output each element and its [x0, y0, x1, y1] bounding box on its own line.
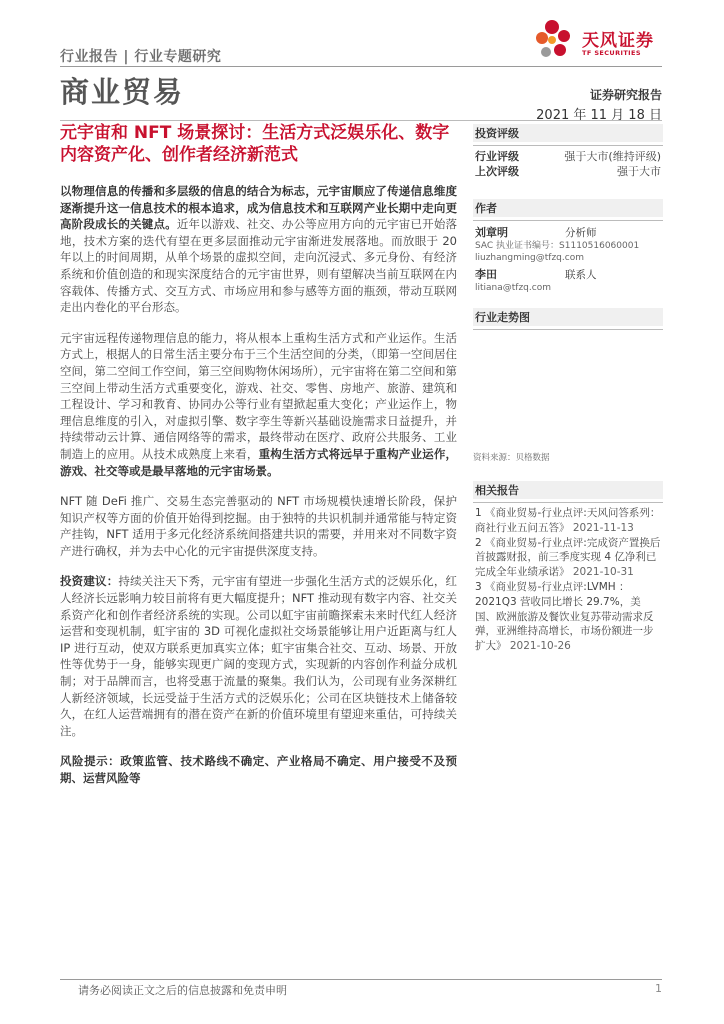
- page-number: 1: [655, 982, 662, 995]
- author-license: SAC 执业证书编号：S1110516060001: [475, 241, 640, 251]
- footer-divider: [60, 979, 662, 980]
- related-heading: 相关报告: [473, 481, 663, 499]
- flower-logo-icon: [530, 18, 578, 64]
- previous-rating: [473, 164, 663, 179]
- industry-name: 商业贸易: [60, 75, 185, 109]
- related-report-date: 2021-11-13: [572, 521, 634, 534]
- divider: [473, 502, 663, 503]
- company-logo: [530, 18, 670, 64]
- author-role: 分析师: [565, 227, 597, 239]
- chart-source: 资料来源：贝格数据: [473, 453, 550, 463]
- lifestyle-paragraph: [60, 330, 457, 479]
- lifestyle-text: 元宇宙远程传递物理信息的能力，将从根本上重构生活方式和产业运作。生活方式上，根据人的日常生活主要分布于三个生活空间的分类，（即第一空间居住空间，第二空间工作空间，第三空间购物休闲场所），元宇宙将在第二空间和第三空间上带动生活方式重要变化，游戏、社交、零售、房地产、旅游、建筑和工程设计、学习和教育、协同办公等行业有望掀起重大变化；产业运作上，物理信息维度的引入，对虚拟引擎、数字孪生等新兴基础设施需求日益提升，并持续带动云计算、通信网络等的需求，最终带动在医疗、政府公共服务、工业制造上的应用。从技术成熟度上来看，: [60, 330, 457, 461]
- logo-english: TF SECURITIES: [582, 49, 641, 57]
- footer-disclaimer: 请务必阅读正文之后的信息披露和免责申明: [78, 984, 287, 997]
- author-email[interactable]: liuzhangming@tfzq.com: [475, 253, 584, 263]
- author-name: 李田: [475, 268, 497, 281]
- lifestyle-conclusion: 重构生活方式将远早于重构产业运作，游戏、社交等或是最早落地的元宇宙场景。: [60, 446, 458, 478]
- author-heading: 作者: [473, 199, 663, 217]
- related-report-title: 3 《商业贸易-行业点评:LVMH ：2021Q3 营收同比增长 29.7%，美国、欧洲旅游及餐饮业复苏带动需求反弹，亚洲维持高增长，市场份额进一步扩大》: [475, 580, 654, 653]
- risk-warning: 风险提示：政策监管、技术路线不确定、产业格局不确定、用户接受不及预期、运营风险等: [60, 754, 457, 785]
- logo-text: 天风证券: [582, 31, 654, 51]
- report-type: 证券研究报告: [589, 88, 662, 102]
- title-divider: [60, 120, 662, 121]
- summary-lead: 以物理信息的传播和多层级的信息的结合为标志，元宇宙顺应了传递信息维度逐渐提升这一信息技术的根本追求，成为信息技术和互联网产业长期中走向更高阶段成长的关键点。: [60, 184, 457, 232]
- author-role: 联系人: [565, 269, 597, 281]
- nft-paragraph: [60, 493, 457, 559]
- rating-heading: 投资评级: [473, 124, 663, 142]
- trend-heading: 行业走势图: [473, 308, 663, 326]
- trend-chart-area: [473, 333, 663, 443]
- related-report-item[interactable]: [475, 536, 661, 580]
- divider: [473, 220, 663, 221]
- related-report-date: 2021-10-26: [509, 640, 571, 653]
- author-name: 刘章明: [475, 226, 508, 239]
- summary-text: 近年以游戏、社交、办公等应用方向的元宇宙已开始落地，技术方案的迭代有望在更多层面推动元宇宙渐进发展落地。而放眼于 20 年以上的时间周期，从单个场景的虚拟空间，走向沉浸式、多元身份、有经济系统和价值创造的和现实深度结合的元宇宙世界，则有望解决当前互联网在内容载体、传播方式、交互方式、市场应用和参与感等方面的瓶颈，带动互联网走出内卷化的平台形态。: [60, 217, 458, 315]
- report-title: 元宇宙和 NFT 场景探讨：生活方式泛娱乐化、数字内容资产化、创作者经济新范式: [60, 123, 450, 165]
- header-divider: [60, 66, 662, 67]
- related-report-title: 2 《商业贸易-行业点评:完成资产置换后首披露财报，前三季度实现 4 亿净利已完成全年业绩承诺》: [475, 536, 661, 579]
- related-report-title: 1 《商业贸易-行业点评:天风问答系列：商社行业五问五答》: [475, 507, 661, 534]
- divider: [473, 145, 663, 146]
- prev-rating-label: 上次评级: [475, 165, 519, 178]
- prev-rating-value: 强于大市: [617, 165, 661, 178]
- related-report-item[interactable]: [475, 506, 661, 536]
- summary-paragraph: [60, 183, 457, 316]
- rating-value: 强于大市(维持评级): [564, 150, 661, 163]
- industry-rating: [473, 149, 663, 164]
- related-report-item[interactable]: [475, 580, 661, 654]
- investment-lead: 投资建议：: [60, 574, 119, 589]
- sidebar: [473, 124, 663, 654]
- rating-label: 行业评级: [475, 150, 519, 163]
- investment-text: 持续关注天下秀，元宇宙有望进一步强化生活方式的泛娱乐化，红人经济长远影响力较目前将有更大幅度提升；NFT 推动现有数字内容、社交关系资产化和创作者经济系统的实现。公司以虹宇宙前瞻探索未来时代红人经济运营和变现机制，虹宇宙的 3D 可视化虚拟社交场景能够让用户近距离与红人 IP 进行互动，使双方联系更加真实立体；虹宇宙集合社交、互动、场景、开放性等优势于一身，能够实现更广阔的变现方式，实现新的内容创作利益分成机制；对于品牌而言，也将受惠于流量的聚集。我们认为，公司现有业务深耕红人新经济领域，长远受益于生活方式的泛娱乐化；公司在区块链技术上储备较久，在红人运营端拥有的潜在资产在新的价值环境里有望迎来重估，可持续关注。: [60, 574, 458, 738]
- nft-text: NFT 随 DeFi 推广、交易生态完善驱动的 NFT 市场规模快速增长阶段，保护知识产权等方面的价值开始得到挖掘。由于独特的共识机制并通常能与特定资产挂钩，NFT 适用于多元化经济系统间搭建共识的需要，并用来对不同数字资产进行确权，并为去中心化的元宇宙提供深度支持。: [60, 494, 457, 558]
- related-report-date: 2021-10-31: [572, 566, 634, 579]
- related-reports: [473, 506, 663, 654]
- report-date: 2021 年 11 月 18 日: [536, 108, 662, 123]
- investment-paragraph: [60, 573, 457, 739]
- author-email[interactable]: litiana@tfzq.com: [475, 283, 551, 293]
- report-category: 行业报告 | 行业专题研究: [60, 49, 222, 65]
- main-body: [60, 183, 457, 801]
- divider: [473, 329, 663, 330]
